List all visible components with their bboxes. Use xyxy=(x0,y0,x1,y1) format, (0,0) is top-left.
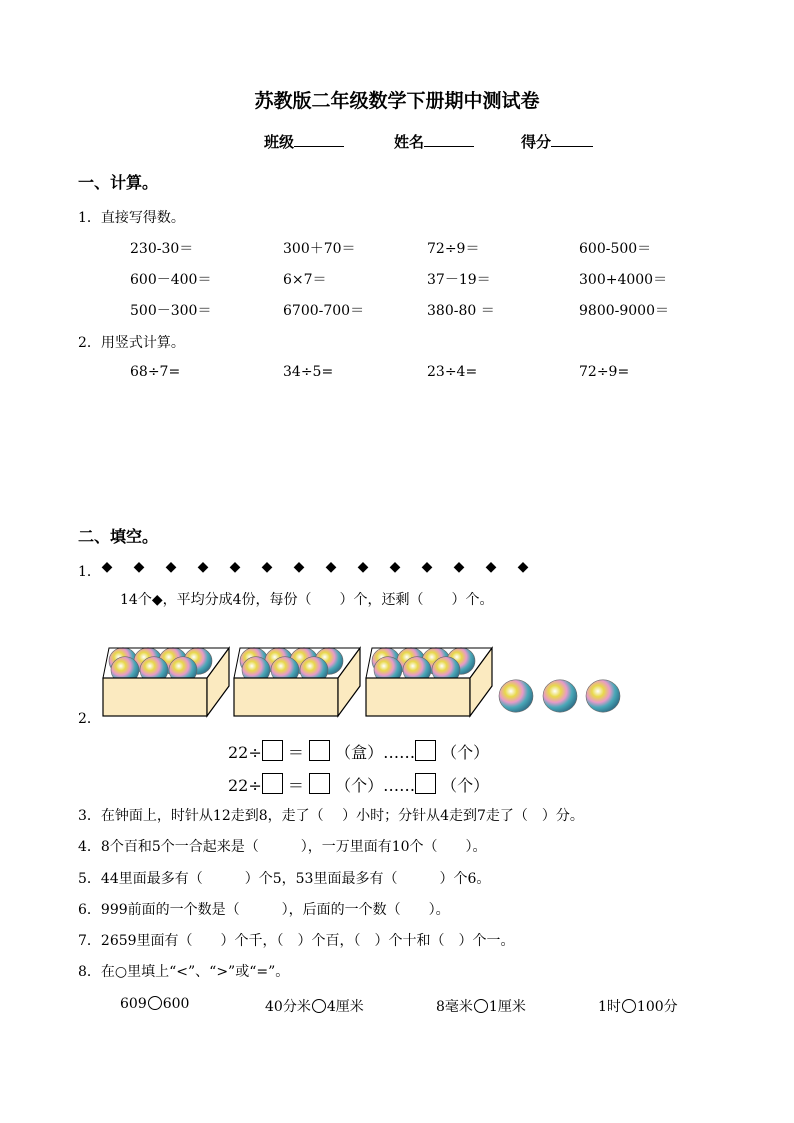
diamond-icon: ◆ xyxy=(293,559,305,575)
q1-2-label: 2．用竖式计算。 xyxy=(78,335,185,351)
calc-item: 600-500＝ xyxy=(579,241,652,257)
compare-item xyxy=(436,996,526,1016)
diamond-icon: ◆ xyxy=(261,559,273,575)
vertical-calc-item: 23÷4= xyxy=(427,364,478,380)
q2-1-number: 1． xyxy=(78,564,101,580)
page-title: 苏教版二年级数学下册期中测试卷 xyxy=(254,90,540,112)
equals-sign: ＝ xyxy=(287,776,304,795)
compare-left: 8毫米 xyxy=(436,999,473,1015)
compare-left: 40分米 xyxy=(265,999,311,1015)
diamond-icon: ◆ xyxy=(357,559,369,575)
box-front xyxy=(103,678,207,716)
q2-2-line2 xyxy=(228,773,489,796)
calc-item: 6×7＝ xyxy=(283,272,327,288)
q1-1-label: 1．直接写得数。 xyxy=(78,210,185,226)
q2-2-line1 xyxy=(228,740,489,763)
diamond-icon: ◆ xyxy=(389,559,401,575)
diamond-icon: ◆ xyxy=(325,559,337,575)
ball-icon xyxy=(586,680,620,712)
calc-item: 600－400＝ xyxy=(130,272,212,288)
q2-3: 3．在钟面上，时针从12走到8，走了（ ）小时；分针从4走到7走了（ ）分。 xyxy=(78,808,584,824)
section-2-heading: 二、填空。 xyxy=(78,527,159,546)
compare-right: 1厘米 xyxy=(488,999,526,1015)
diamond-icon: ◆ xyxy=(485,559,497,575)
compare-item xyxy=(120,996,189,1012)
class-field xyxy=(264,131,344,152)
unit-text: （个） xyxy=(441,776,490,795)
diamond-icon: ◆ xyxy=(151,592,163,608)
q2-4: 4．8个百和5个一合起来是（ ），一万里面有10个（ ）。 xyxy=(78,839,487,855)
name-blank[interactable] xyxy=(424,132,474,147)
name-field xyxy=(394,131,474,152)
division-text: 22÷ xyxy=(228,776,262,795)
vertical-calc-item: 72÷9= xyxy=(579,364,630,380)
q2-6: 6．999前面的一个数是（ ），后面的一个数（ ）。 xyxy=(78,902,450,918)
compare-item xyxy=(265,996,364,1016)
class-blank[interactable] xyxy=(294,132,344,147)
calc-item: 9800-9000＝ xyxy=(579,303,669,319)
calc-item: 300+4000＝ xyxy=(579,272,668,288)
compare-circle[interactable] xyxy=(312,999,326,1013)
equals-sign: ＝ xyxy=(287,743,304,762)
calc-item: 37－19＝ xyxy=(427,272,491,288)
answer-box[interactable] xyxy=(415,773,436,794)
compare-item xyxy=(598,996,678,1016)
compare-circle[interactable] xyxy=(148,996,162,1010)
diamond-icon: ◆ xyxy=(165,559,177,575)
answer-box[interactable] xyxy=(262,773,283,794)
unit-text: （个） xyxy=(441,743,490,762)
section-1-heading: 一、计算。 xyxy=(78,173,159,192)
ball-icon xyxy=(543,680,577,712)
score-label: 得分 xyxy=(521,133,552,151)
q2-1-text xyxy=(120,589,494,609)
name-label: 姓名 xyxy=(394,133,425,151)
calc-item: 500－300＝ xyxy=(130,303,212,319)
q2-7: 7．2659里面有（ ）个千，（ ）个百，（ ）个十和（ ）个一。 xyxy=(78,933,515,949)
division-text: 22÷ xyxy=(228,743,262,762)
diamond-icon: ◆ xyxy=(229,559,241,575)
compare-left: 609 xyxy=(120,996,147,1012)
compare-circle[interactable] xyxy=(474,999,488,1013)
calc-item: 230-30＝ xyxy=(130,241,194,257)
q2-5: 5．44里面最多有（ ）个5，53里面最多有（ ）个6。 xyxy=(78,871,491,887)
compare-left: 1时 xyxy=(598,999,621,1015)
answer-box[interactable] xyxy=(309,773,330,794)
class-label: 班级 xyxy=(264,133,295,151)
unit-text: （盒）…… xyxy=(335,743,416,762)
compare-right: 100分 xyxy=(636,999,678,1015)
q2-2-number: 2． xyxy=(78,711,101,727)
box-front xyxy=(366,678,470,716)
calc-item: 300＋70＝ xyxy=(283,241,356,257)
compare-right: 4厘米 xyxy=(326,999,364,1015)
balls-in-boxes-illustration xyxy=(0,638,794,728)
score-blank[interactable] xyxy=(551,132,593,147)
diamond-row xyxy=(101,559,529,575)
answer-box[interactable] xyxy=(415,740,436,761)
calc-item: 6700-700＝ xyxy=(283,303,365,319)
vertical-calc-item: 68÷7= xyxy=(130,364,181,380)
diamond-icon: ◆ xyxy=(197,559,209,575)
unit-text: （个）…… xyxy=(335,776,416,795)
score-field xyxy=(521,131,593,152)
compare-circle[interactable] xyxy=(622,999,636,1013)
calc-item: 72÷9＝ xyxy=(427,241,480,257)
diamond-icon: ◆ xyxy=(453,559,465,575)
diamond-icon: ◆ xyxy=(133,559,145,575)
q2-8-label: 8．在○里填上“<”、“>”或“=”。 xyxy=(78,964,290,980)
answer-box[interactable] xyxy=(309,740,330,761)
box-front xyxy=(234,678,338,716)
ball-icon xyxy=(499,680,533,712)
answer-box[interactable] xyxy=(262,740,283,761)
q2-1-text-b: ，平均分成4份，每份（ ）个，还剩（ ）个。 xyxy=(162,592,494,608)
vertical-calc-item: 34÷5= xyxy=(283,364,334,380)
diamond-icon: ◆ xyxy=(101,559,113,575)
calc-item: 380-80 ＝ xyxy=(427,303,495,319)
diamond-icon: ◆ xyxy=(421,559,433,575)
diamond-icon: ◆ xyxy=(517,559,529,575)
q2-1-text-a: 14个 xyxy=(120,592,152,608)
compare-right: 600 xyxy=(162,996,190,1012)
